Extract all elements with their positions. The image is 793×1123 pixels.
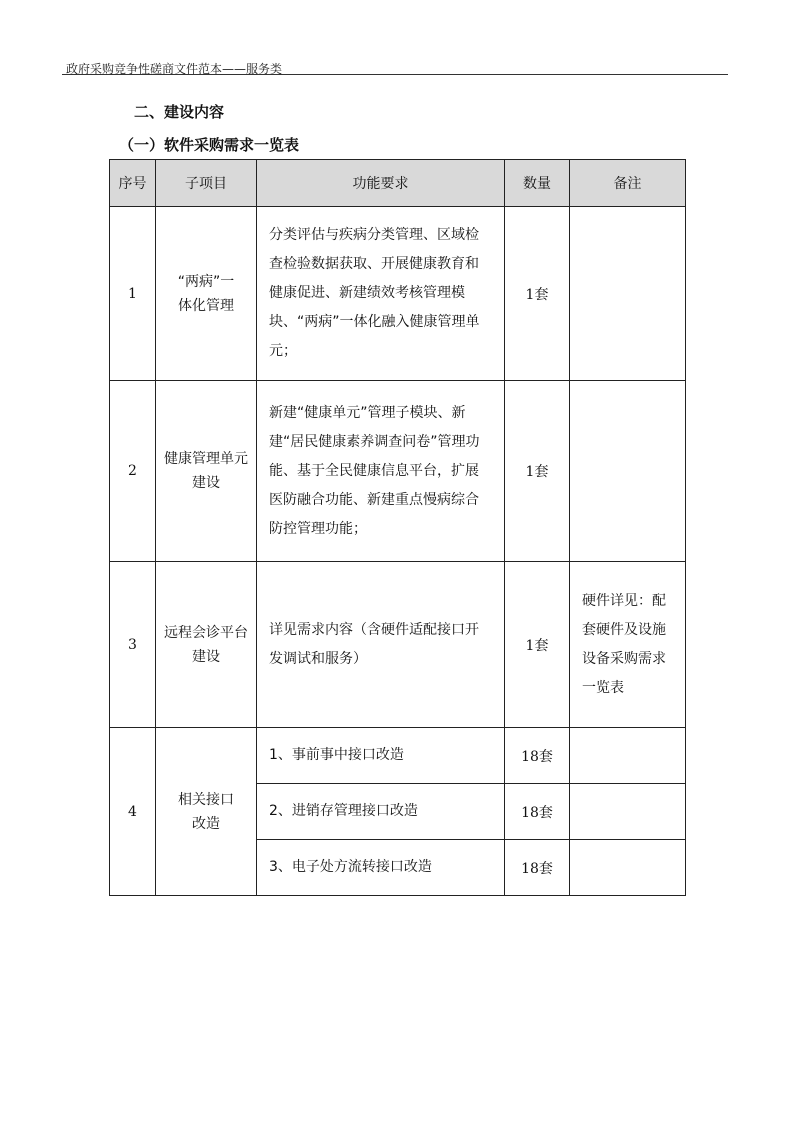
- row-function: 3、电子处方流转接口改造: [257, 840, 505, 896]
- row-note: [570, 207, 686, 381]
- row-function: 新建“健康单元”管理子模块、新建“居民健康素养调查问卷”管理功能、基于全民健康信息平台，扩展医防融合功能、新建重点慢病综合防控管理功能；: [257, 381, 505, 562]
- row-item: 健康管理单元建设: [164, 451, 248, 491]
- header-function: 功能要求: [257, 160, 505, 207]
- software-requirements-table: [109, 159, 686, 896]
- row-function: 分类评估与疾病分类管理、区域检查检验数据获取、开展健康教育和健康促进、新建绩效考核管理模块、“两病”一体化融入健康管理单元；: [257, 207, 505, 381]
- row-quantity: 18套: [505, 728, 570, 784]
- table-header-row: [110, 160, 686, 207]
- table-row: [110, 562, 686, 728]
- table-row: [110, 207, 686, 381]
- row-no: 2: [110, 381, 156, 562]
- header-item: 子项目: [156, 160, 257, 207]
- header-note: 备注: [570, 160, 686, 207]
- table-row: [110, 381, 686, 562]
- row-quantity: 18套: [505, 840, 570, 896]
- row-quantity: 18套: [505, 784, 570, 840]
- row-note: 硬件详见：配套硬件及设施设备采购需求一览表: [570, 562, 686, 728]
- row-function: 1、事前事中接口改造: [257, 728, 505, 784]
- running-header: 政府采购竞争性磋商文件范本——服务类: [66, 62, 283, 76]
- row-no: 4: [110, 728, 156, 896]
- row-quantity: 1套: [505, 207, 570, 381]
- header-quantity: 数量: [505, 160, 570, 207]
- row-note: [570, 840, 686, 896]
- row-note: [570, 784, 686, 840]
- header-no: 序号: [110, 160, 156, 207]
- row-note: [570, 381, 686, 562]
- row-quantity: 1套: [505, 381, 570, 562]
- row-note: [570, 728, 686, 784]
- header-divider: [62, 74, 728, 75]
- row-item: 远程会诊平台建设: [164, 624, 248, 665]
- row-no: 1: [110, 207, 156, 381]
- row-item: “两病”一体化管理: [177, 273, 235, 314]
- row-no: 3: [110, 562, 156, 728]
- table-row: [110, 728, 686, 784]
- subsection-title: （一）软件采购需求一览表: [119, 136, 300, 154]
- row-quantity: 1套: [505, 562, 570, 728]
- row-function: 详见需求内容（含硬件适配接口开发调试和服务）: [257, 562, 505, 728]
- row-function: 2、进销存管理接口改造: [257, 784, 505, 840]
- row-item: 相关接口改造: [178, 791, 234, 832]
- section-title: 二、建设内容: [134, 103, 225, 121]
